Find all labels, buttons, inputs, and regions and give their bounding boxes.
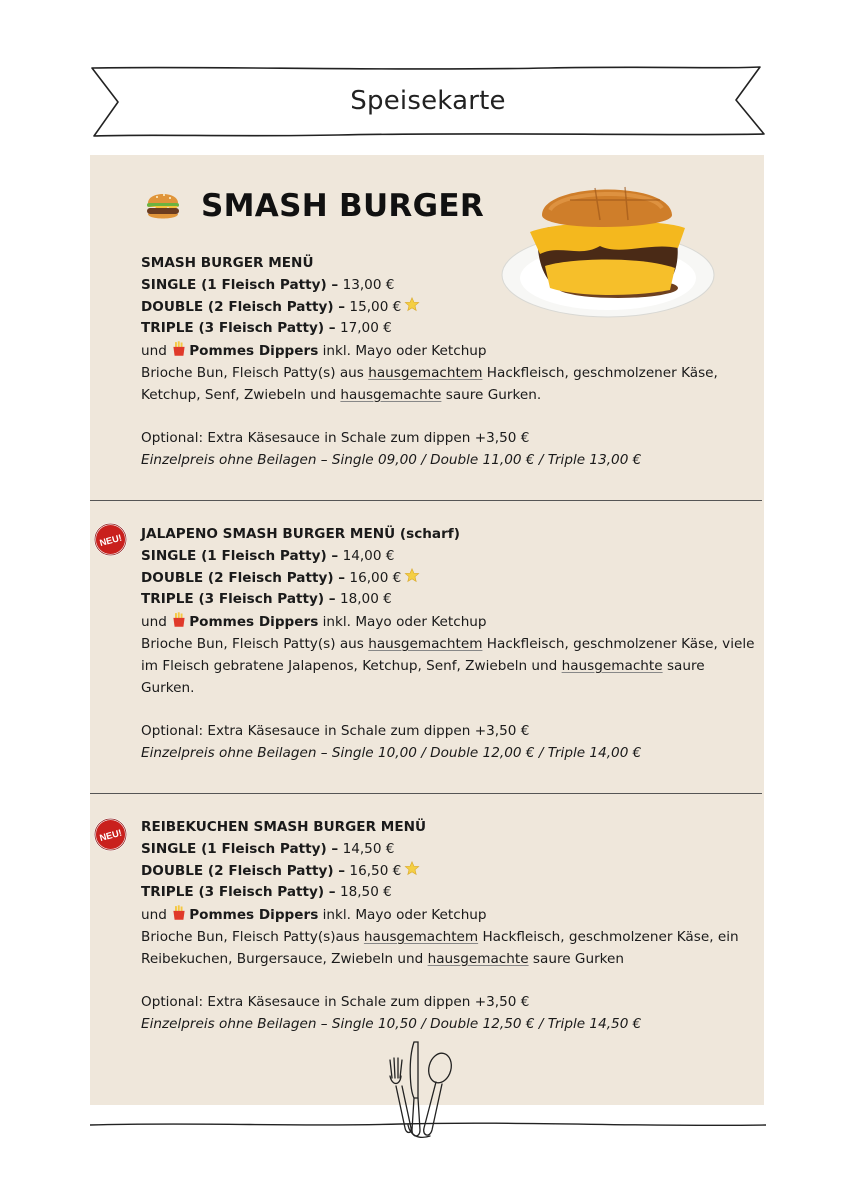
burger-icon	[143, 185, 183, 225]
sides-line: und Pommes Dippers inkl. Mayo oder Ketchup	[141, 340, 761, 363]
star-icon	[404, 861, 420, 876]
menu-item-jalapeno-smash-burger	[141, 524, 761, 765]
price-triple: TRIPLE (3 Fleisch Patty) – 18,50 €	[141, 884, 392, 901]
optional-note: Optional: Extra Käsesauce in Schale zum dippen +3,50 €	[141, 430, 530, 447]
optional-note: Optional: Extra Käsesauce in Schale zum dippen +3,50 €	[141, 994, 530, 1011]
page-title: Speisekarte	[350, 86, 506, 116]
menu-name: SMASH BURGER MENÜ	[141, 255, 314, 271]
description-cont: Reibekuchen, Burgersauce, Zwiebeln und hausgemachte saure Gurken	[141, 950, 625, 967]
description: Brioche Bun, Fleisch Patty(s) aus hausgemachtem Hackfleisch, geschmolzener Käse, viele	[141, 635, 755, 652]
single-prices-note: Einzelpreis ohne Beilagen – Single 10,50 / Double 12,50 € / Triple 14,50 €	[141, 1016, 642, 1033]
price-double: DOUBLE (2 Fleisch Patty) – 16,50 €	[141, 861, 761, 883]
new-badge-icon	[94, 818, 127, 851]
price-single: SINGLE (1 Fleisch Patty) – 14,00 €	[141, 547, 395, 564]
description-cont: Ketchup, Senf, Zwiebeln und hausgemachte saure Gurken.	[141, 386, 542, 403]
section-title: SMASH BURGER	[201, 188, 484, 224]
menu-item-smash-burger	[141, 253, 761, 472]
description-end: Gurken.	[141, 679, 195, 696]
section-divider	[90, 793, 762, 794]
cutlery-illustration	[0, 1030, 849, 1150]
single-prices-note: Einzelpreis ohne Beilagen – Single 10,00 / Double 12,00 € / Triple 14,00 €	[141, 744, 642, 761]
star-icon	[404, 568, 420, 583]
section-divider	[90, 500, 762, 501]
price-triple: TRIPLE (3 Fleisch Patty) – 17,00 €	[141, 320, 392, 337]
sides-line: und Pommes Dippers inkl. Mayo oder Ketchup	[141, 904, 761, 927]
description: Brioche Bun, Fleisch Patty(s) aus hausgemachtem Hackfleisch, geschmolzener Käse,	[141, 364, 718, 381]
svg-text:NEU!: NEU!	[98, 532, 123, 549]
menu-name: JALAPENO SMASH BURGER MENÜ (scharf)	[141, 526, 460, 542]
new-badge-icon	[94, 523, 127, 556]
fries-icon	[171, 340, 187, 357]
title-banner	[88, 62, 768, 142]
description-cont: im Fleisch gebratene Jalapenos, Ketchup, Senf, Zwiebeln und hausgemachte saure	[141, 657, 705, 674]
description: Brioche Bun, Fleisch Patty(s)aus hausgemachtem Hackfleisch, geschmolzener Käse, ein	[141, 928, 739, 945]
price-double: DOUBLE (2 Fleisch Patty) – 16,00 €	[141, 568, 761, 590]
menu-name: REIBEKUCHEN SMASH BURGER MENÜ	[141, 819, 427, 835]
svg-text:NEU!: NEU!	[98, 827, 123, 844]
price-triple: TRIPLE (3 Fleisch Patty) – 18,00 €	[141, 591, 392, 608]
sides-line: und Pommes Dippers inkl. Mayo oder Ketchup	[141, 611, 761, 634]
fries-icon	[171, 611, 187, 628]
fries-icon	[171, 904, 187, 921]
menu-item-reibekuchen-smash-burger	[141, 817, 761, 1036]
star-icon	[404, 297, 420, 312]
single-prices-note: Einzelpreis ohne Beilagen – Single 09,00 / Double 11,00 € / Triple 13,00 €	[141, 452, 642, 469]
menu-paper	[90, 155, 764, 1105]
optional-note: Optional: Extra Käsesauce in Schale zum dippen +3,50 €	[141, 723, 530, 740]
price-single: SINGLE (1 Fleisch Patty) – 14,50 €	[141, 840, 395, 857]
price-single: SINGLE (1 Fleisch Patty) – 13,00 €	[141, 276, 395, 293]
price-double: DOUBLE (2 Fleisch Patty) – 15,00 €	[141, 297, 761, 319]
